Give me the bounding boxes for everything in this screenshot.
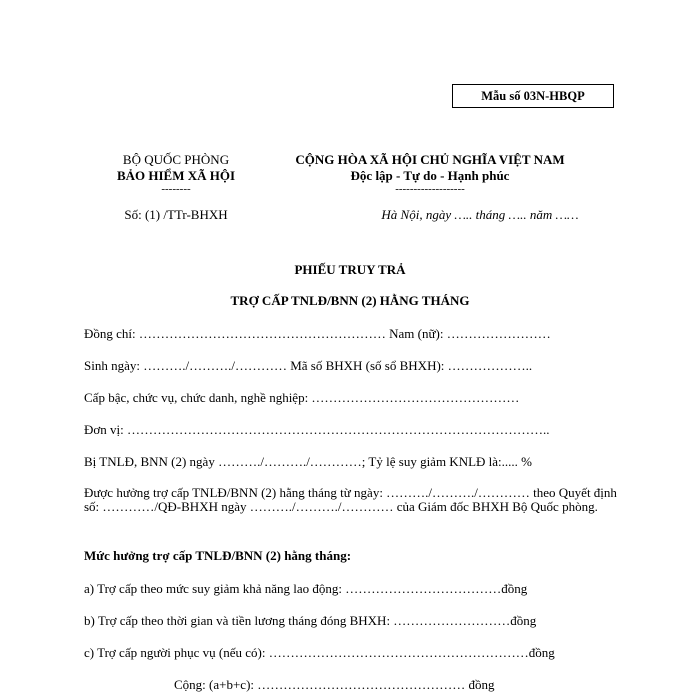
national-motto: Độc lập - Tự do - Hạnh phúc bbox=[350, 168, 510, 183]
right-separator: ------------------- bbox=[395, 183, 465, 195]
birth-line: Sinh ngày: ………./………./………… Mã số BHXH (số sổ BHXH): ……………….. bbox=[84, 358, 533, 373]
agency-name: BẢO HIỂM XÃ HỘI bbox=[116, 168, 236, 183]
injury-line: Bị TNLĐ, BNN (2) ngày ………./………./…………; Tỷ lệ suy giảm KNLĐ là:..... % bbox=[84, 454, 532, 469]
benefit-c-line: c) Trợ cấp người phục vụ (nếu có): ……………………………………………………đồng bbox=[84, 645, 555, 660]
form-code: Mẫu số 03N-HBQP bbox=[481, 88, 585, 103]
document-number: Số: (1) /TTr-BHXH bbox=[124, 207, 228, 222]
benefit-a-line: a) Trợ cấp theo mức suy giảm khả năng lao động: ………………………………đồng bbox=[84, 581, 528, 596]
benefit-heading: Mức hưởng trợ cấp TNLĐ/BNN (2) hằng tháng: bbox=[84, 548, 352, 563]
left-separator: -------- bbox=[161, 183, 191, 195]
place-date: Hà Nội, ngày ….. tháng ….. năm …… bbox=[381, 207, 579, 222]
rank-line: Cấp bậc, chức vụ, chức danh, nghề nghiệp: ………………………………………… bbox=[84, 390, 520, 405]
benefit-b-line: b) Trợ cấp theo thời gian và tiền lương tháng đóng BHXH: ………………………đồng bbox=[84, 613, 537, 628]
unit-line: Đơn vị: …………………………………………………………………………………….. bbox=[84, 422, 550, 437]
document-title: PHIẾU TRUY TRẢ bbox=[294, 262, 406, 277]
benefit-total-line: Cộng: (a+b+c): ………………………………………… đồng bbox=[174, 677, 495, 692]
document-subtitle: TRỢ CẤP TNLĐ/BNN (2) HẰNG THÁNG bbox=[230, 293, 470, 308]
form-code-box bbox=[452, 84, 614, 108]
entitlement-paragraph: Được hưởng trợ cấp TNLĐ/BNN (2) hằng tháng từ ngày: ………./………./………… theo Quyết định số: …………/QĐ-BHXH ngày ………./………./………… của Giám đốc BHXH Bộ Quốc phòng. bbox=[84, 485, 617, 514]
ministry-name: BỘ QUỐC PHÒNG bbox=[122, 152, 230, 167]
country-name: CỘNG HÒA XÃ HỘI CHỦ NGHĨA VIỆT NAM bbox=[295, 152, 565, 167]
comrade-line: Đồng chí: ………………………………………………… Nam (nữ): …………………… bbox=[84, 326, 551, 341]
